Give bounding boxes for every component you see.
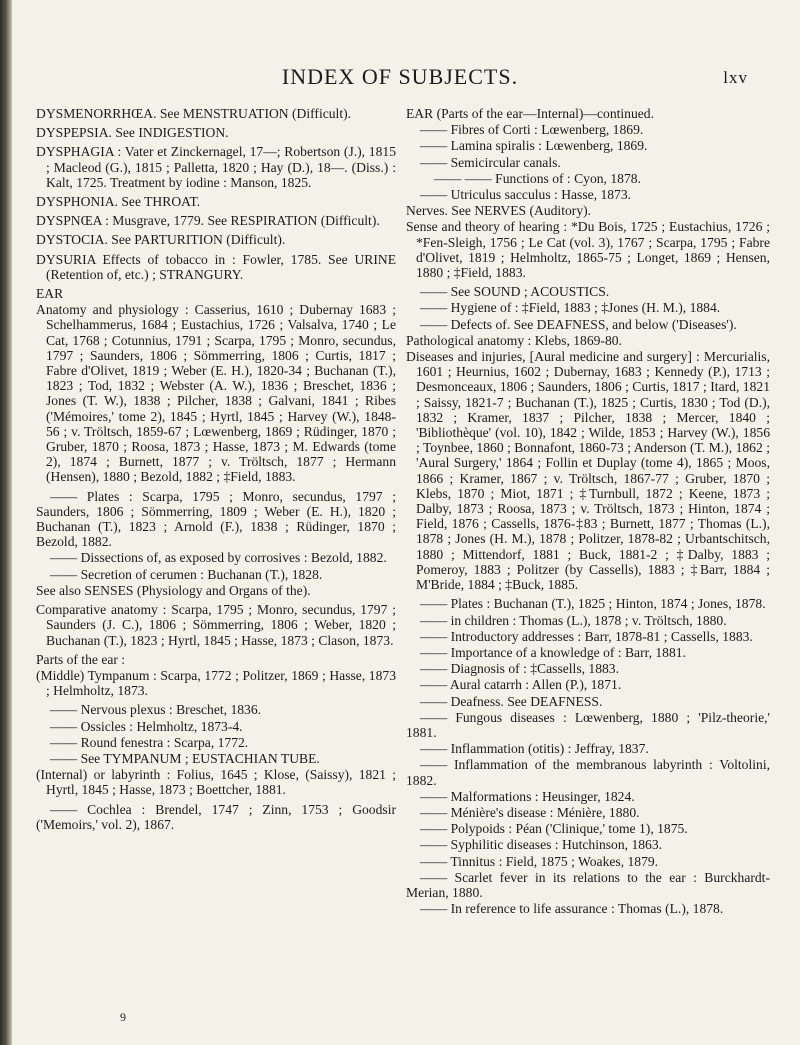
index-entry: —— Inflammation (otitis) : Jeffray, 1837. [420,741,649,757]
index-entry: —— Deafness. See DEAFNESS. [420,693,603,709]
index-entry: —— Round fenestra : Scarpa, 1772. [50,734,249,750]
index-entry: DYSTOCIA. See PARTURITION (Difficult). [36,232,286,248]
index-entry: —— Syphilitic diseases : Hutchinson, 1863. [420,837,663,853]
index-entry: —— Fungous diseases : Lœwenberg, 1880 ; 'Pilz-theorie,' 1881. [406,709,770,740]
index-entry: —— Ménière's disease : Ménière, 1880. [420,804,640,820]
right-column [406,106,770,917]
index-entry: —— Lamina spiralis : Lœwenberg, 1869. [420,138,648,154]
index-entry: —— Scarlet fever in its relations to the ear : Burckhardt-Merian, 1880. [406,869,770,900]
index-entry: Parts of the ear : [36,651,126,667]
index-entry: —— Plates : Scarpa, 1795 ; Monro, secundus, 1797 ; Saunders, 1806 ; Sömmerring, 1809 ; Weber (E. H.), 1820 ; Buchanan (T.), 1823 ; Arnold (F.), 1838 ; Rüdinger, 1870 ; Bezold, 1882. [36,488,396,550]
index-entry: —— Inflammation of the membranous labyrinth : Voltolini, 1882. [406,757,770,788]
index-entry: —— Dissections of, as exposed by corrosives : Bezold, 1882. [50,550,387,566]
index-entry: —— Ossicles : Helmholtz, 1873-4. [50,718,243,734]
index-entry: EAR (Parts of the ear—Internal)—continued. [406,106,655,121]
index-entry: Pathological anatomy : Klebs, 1869-80. [406,332,622,348]
index-entry: —— Importance of a knowledge of : Barr, 1881. [420,644,686,660]
index-entry: —— Introductory addresses : Barr, 1878-81 ; Cassells, 1883. [420,628,753,644]
page-title: INDEX OF SUBJECTS. [281,64,519,89]
index-entry: DYSPEPSIA. See INDIGESTION. [36,125,229,141]
index-entry: DYSPNŒA : Musgrave, 1779. See RESPIRATION (Difficult). [36,213,380,229]
index-entry: —— Utriculus sacculus : Hasse, 1873. [420,187,632,203]
index-entry: EAR [36,286,64,302]
index-entry: DYSPHONIA. See THROAT. [36,194,201,210]
index-entry: —— Semicircular canals. [420,154,561,170]
index-entry: —— Secretion of cerumen : Buchanan (T.), 1828. [50,566,323,582]
index-entry: —— Hygiene of : ‡Field, 1883 ; ‡Jones (H. M.), 1884. [420,300,721,316]
index-entry: —— Defects of. See DEAFNESS, and below ('Diseases'). [420,316,737,332]
index-entry: —— In reference to life assurance : Thomas (L.), 1878. [420,901,724,917]
signature-mark: 9 [120,1010,126,1024]
running-header [0,64,800,94]
index-entry: Diseases and injuries, [Aural medicine and surgery] : Mercurialis, 1601 ; Heurnius, 1602 ; Dubernay, 1683 ; Kennedy (P.), 1713 ; Desmonceaux, 1806 ; Saunders, 1806 ; Curtis, 1817 ; Itard, 1821 ; Saissy, 1821-7 ; Buchanan (T.), 1825 ; Curtis, 1830 ; Tod (D.), 1832 ; Kramer, 1837 ; Pilcher, 1838 ; Mercer, 1840 ; 'Bibliothèque' (vol. 10), 1842 ; Wilde, 1853 ; Harvey (W.), 1856 ; Toynbee, 1860 ; Bonnafont, 1860-73 ; Anderson (T. M.), 1862 ; 'Aural Surgery,' 1864 ; Follin et Duplay (tome 4), 1865 ; Moos, 1866 ; Kramer, 1867 ; v. Tröltsch, 1867-77 ; Gruber, 1870 ; Klebs, 1870 ; Miot, 1871 ; ‡Turnbull, 1872 ; Keene, 1873 ; Dalby, 1873 ; Roosa, 1873 ; v. Tröltsch, 1873 ; Hinton, 1874 ; Field, 1876 ; Cassells, 1876-‡83 ; Burnett, 1877 ; Thomas (L.), 1878 ; Jones (H. M.), 1878 ; Politzer, 1878-82 ; Urbantschitsch, 1880 ; Mittendorf, 1881 ; Buck, 1881-2 ; ‡Dalby, 1883 ; Pomeroy, 1883 ; Politzer (by Cassells), 1883 ; ‡Barr, 1884 ; M'Bride, 1884 ; ‡Buck, 1885. [406,349,770,593]
index-entry: DYSPHAGIA : Vater et Zinckernagel, 17—; Robertson (J.), 1815 ; Macleod (G.), 1815 ; Palletta, 1820 ; Hay (D.), 18—. (Diss.) : Kalt, 1725. Treatment by iodine : Manson, 1825. [36,144,396,190]
index-entry: —— Nervous plexus : Breschet, 1836. [50,702,262,718]
page-binding-edge [0,0,12,1045]
index-entry: —— Polypoids : Péan ('Clinique,' tome 1), 1875. [420,821,688,837]
index-entry: —— in children : Thomas (L.), 1878 ; v. Tröltsch, 1880. [420,612,727,628]
index-entry: —— Cochlea : Brendel, 1747 ; Zinn, 1753 ; Goodsir ('Memoirs,' vol. 2), 1867. [36,801,396,832]
index-entry: See also SENSES (Physiology and Organs of the). [36,582,311,598]
index-entry: —— Tinnitus : Field, 1875 ; Woakes, 1879. [420,853,659,869]
index-entry: —— Malformations : Heusinger, 1824. [420,788,635,804]
index-entry: Nerves. See NERVES (Auditory). [406,203,592,219]
index-entry: Sense and theory of hearing : *Du Bois, 1725 ; Eustachius, 1726 ; *Fen-Sleigh, 1756 ; Le Cat (vol. 3), 1767 ; Scarpa, 1795 ; Fabre d'Olivet, 1819 ; Helmholtz, 1865-75 ; Longet, 1869 ; Hensen, 1880 ; ‡Field, 1883. [406,219,770,281]
index-entry: —— Plates : Buchanan (T.), 1825 ; Hinton, 1874 ; Jones, 1878. [420,596,766,612]
index-entry: —— Diagnosis of : ‡Cassells, 1883. [420,661,619,677]
index-entry: —— Fibres of Corti : Lœwenberg, 1869. [420,122,644,138]
index-entry: DYSURIA Effects of tobacco in : Fowler, 1785. See URINE (Retention of, etc.) ; STRANGURY. [36,251,396,282]
index-entry: —— See SOUND ; ACOUSTICS. [420,284,610,300]
index-entry: —— See TYMPANUM ; EUSTACHIAN TUBE. [50,750,320,766]
index-entry: —— Aural catarrh : Allen (P.), 1871. [420,677,622,693]
index-entry: (Internal) or labyrinth : Folius, 1645 ; Klose, (Saissy), 1821 ; Hyrtl, 1845 ; Hasse, 1873 ; Boettcher, 1881. [36,767,396,798]
index-entry: —— —— Functions of : Cyon, 1878. [434,170,641,186]
index-entry: DYSMENORRHŒA. See MENSTRUATION (Difficult). [36,106,352,121]
index-entry: Comparative anatomy : Scarpa, 1795 ; Monro, secundus, 1797 ; Saunders (J. C.), 1806 ; Sömmerring, 1806 ; Weber, 1820 ; Buchanan (T.), 1823 ; Hyrtl, 1845 ; Hasse, 1873 ; Clason, 1873. [36,602,396,648]
index-entry: (Middle) Tympanum : Scarpa, 1772 ; Politzer, 1869 ; Hasse, 1873 ; Helmholtz, 1873. [36,667,396,699]
left-column [36,106,396,833]
page-number: lxv [723,68,748,87]
index-entry: Anatomy and physiology : Casserius, 1610 ; Dubernay 1683 ; Schelhammerus, 1684 ; Eustachius, 1726 ; Valsalva, 1740 ; Le Cat, 1768 ; Cotunnius, 1791 ; Scarpa, 1795 ; Monro, secundus, 1797 ; Saunders, 1806 ; Sömmerring, 1806 ; Curtis, 1817 ; Fabre d'Olivet, 1819 ; Weber (E. H.), 1820-34 ; Buchanan (T.), 1823 ; Tod, 1832 ; Webster (A. W.), 1836 ; Breschet, 1836 ; Jones (T. W.), 1838 ; Pilcher, 1838 ; Galvani, 1841 ; Ribes ('Mémoires,' tome 2), 1845 ; Hyrtl, 1845 ; Harvey (W.), 1848-56 ; v. Tröltsch, 1859-67 ; Lœwenberg, 1869 ; Rüdinger, 1870 ; Gruber, 1870 ; Roosa, 1873 ; Hasse, 1873 ; M. Edwards (tome 2), 1874 ; Burnett, 1877 ; v. Tröltsch, 1877 ; Hermann (Hensen), 1880 ; Bezold, 1882 ; ‡Field, 1883. [36,302,396,485]
